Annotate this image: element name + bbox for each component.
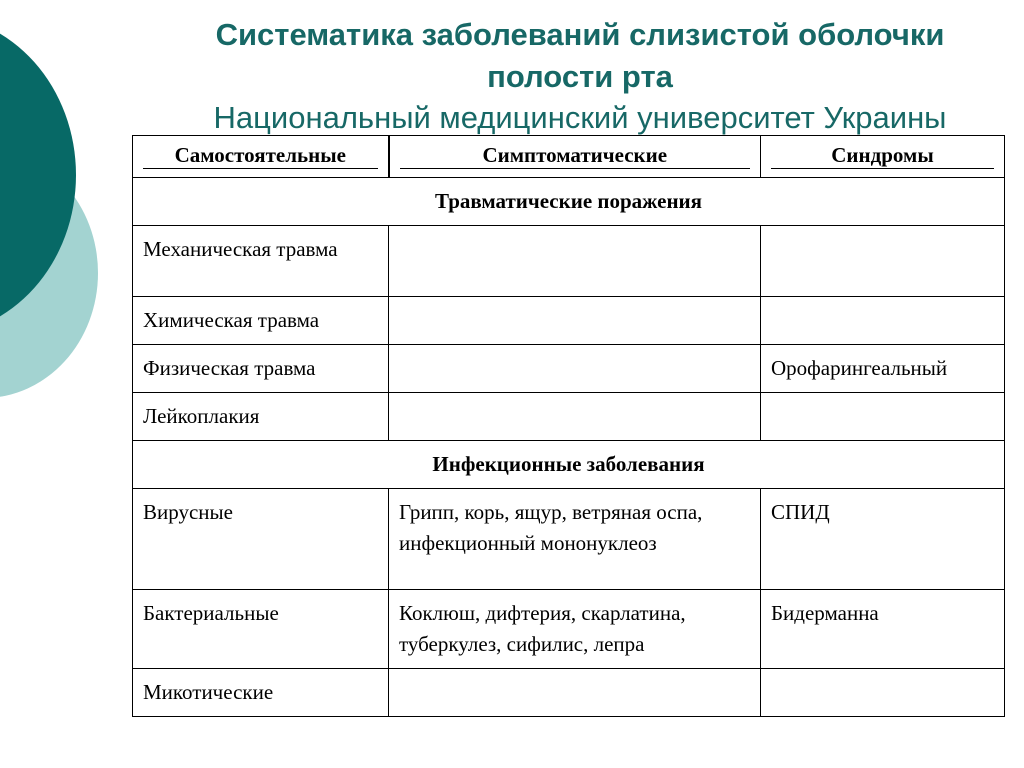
table-cell xyxy=(389,345,761,393)
table-cell xyxy=(389,226,761,297)
table-row xyxy=(133,669,1005,717)
slide-title-line-2: полости рта xyxy=(487,59,673,94)
section-row-infectious xyxy=(133,441,1005,489)
table-cell: Бактериальные xyxy=(133,590,389,669)
header-cell-symptomatic: Симптоматические xyxy=(389,136,761,178)
table-row xyxy=(133,590,1005,669)
table-header-row xyxy=(133,136,1005,178)
slide-subtitle: Национальный медицинский университет Украины xyxy=(213,100,947,135)
header-cell-syndromes: Синдромы xyxy=(761,136,1005,178)
table-cell: Коклюш, дифтерия, скарлатина, туберкулез, сифилис, лепра xyxy=(389,590,761,669)
table-row xyxy=(133,393,1005,441)
table-cell: Грипп, корь, ящур, ветряная оспа, инфекционный мононуклеоз xyxy=(389,489,761,590)
table-cell: СПИД xyxy=(761,489,1005,590)
table-cell xyxy=(761,297,1005,345)
table-cell: Бидерманна xyxy=(761,590,1005,669)
table-cell: Микотические xyxy=(133,669,389,717)
header-cell-independent: Самостоятельные xyxy=(133,136,389,178)
table-row xyxy=(133,297,1005,345)
table-cell: Лейкоплакия xyxy=(133,393,389,441)
table-cell xyxy=(389,393,761,441)
table-cell: Механическая травма xyxy=(133,226,389,297)
title-block xyxy=(150,14,1010,138)
classification-table xyxy=(132,135,1005,717)
table-cell xyxy=(761,226,1005,297)
table-cell: Химическая травма xyxy=(133,297,389,345)
table-row xyxy=(133,226,1005,297)
table-cell: Вирусные xyxy=(133,489,389,590)
table-cell xyxy=(389,297,761,345)
table-cell xyxy=(761,669,1005,717)
table-row xyxy=(133,489,1005,590)
slide-title xyxy=(150,14,1010,98)
table-cell: Орофарингеальный xyxy=(761,345,1005,393)
table-row xyxy=(133,345,1005,393)
slide-title-line-1: Систематика заболеваний слизистой оболочки xyxy=(215,17,945,52)
table-cell xyxy=(761,393,1005,441)
section-title: Травматические поражения xyxy=(133,178,1005,226)
section-title: Инфекционные заболевания xyxy=(133,441,1005,489)
table-cell: Физическая травма xyxy=(133,345,389,393)
table-cell xyxy=(389,669,761,717)
section-row-traumatic xyxy=(133,178,1005,226)
